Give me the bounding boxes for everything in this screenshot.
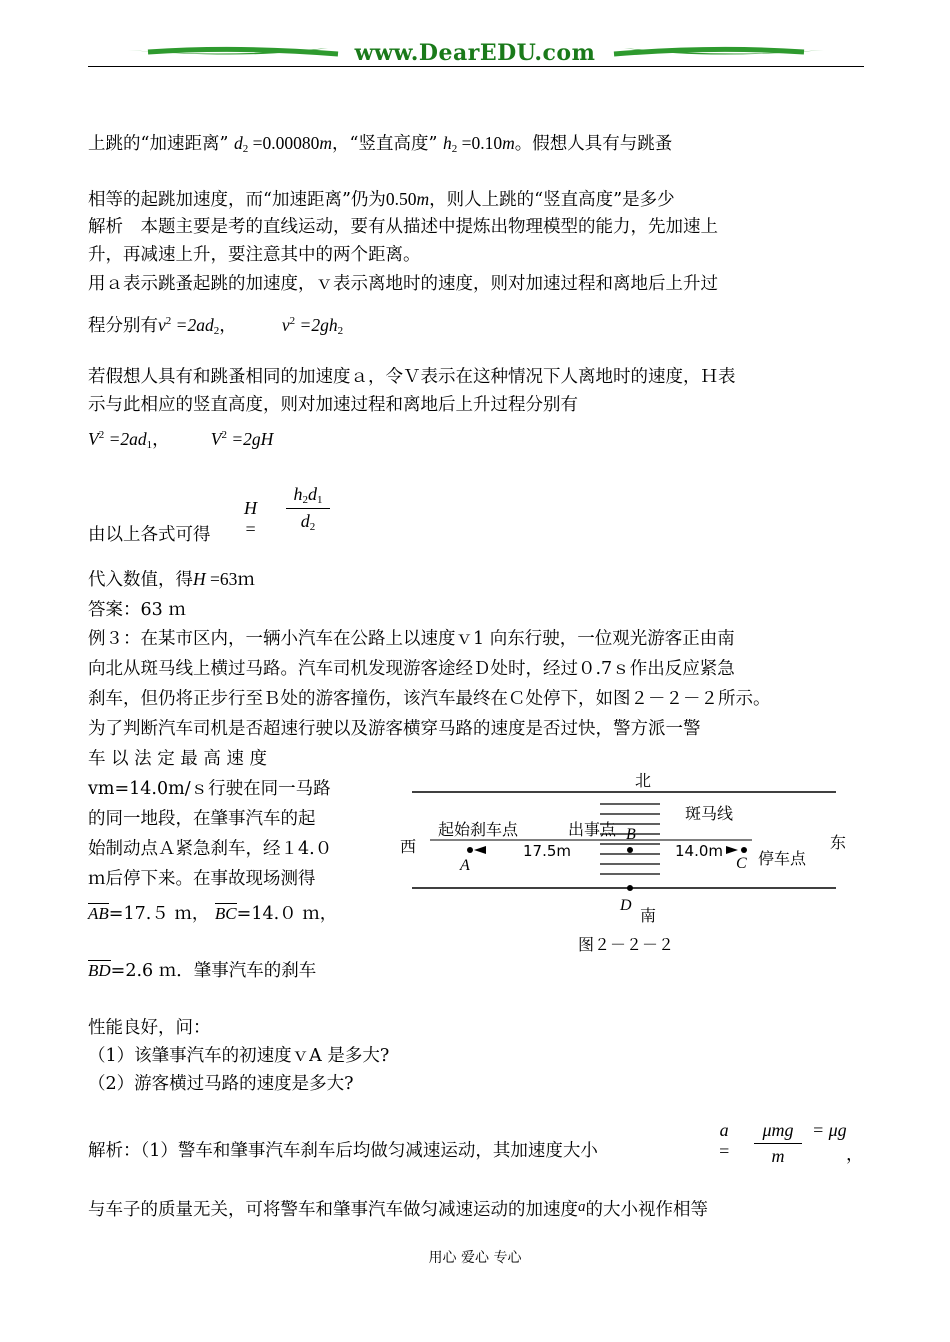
- text-line-3: 解析 本题主要是考的直线运动，要有从描述中提炼出物理模型的能力，先加速上: [88, 217, 718, 237]
- accident-figure: [390, 764, 860, 934]
- text-line-answer: 答案：63 ｍ: [88, 600, 186, 620]
- text-line-11: 代入数值，得H =63ｍ: [88, 569, 255, 590]
- text-line-28: 与车子的质量无关，可将警车和肇事汽车做匀减速运动的加速度a的大小视作相等: [88, 1199, 708, 1220]
- text-line-26: （2）游客横过马路的速度是多大?: [88, 1074, 354, 1094]
- text-line-1: 上跳的“加速距离” $d_2 =0.00080m$，“竖直高度” $h_2 =0.10m$。假想人具有与跳蚤: [88, 133, 673, 155]
- text-line-2: 相等的起跳加速度，而“加速距离”仍为0.50m，则人上跳的“竖直高度”是多少: [88, 189, 675, 210]
- label-start-brake: 起始刹车点: [438, 820, 519, 839]
- text-line-19: 的同一地段，在肇事汽车的起: [88, 809, 316, 829]
- label-south: 南: [640, 906, 657, 925]
- label-west: 西: [400, 837, 417, 856]
- header-site-name[interactable]: www.DearEDU.com: [354, 40, 596, 66]
- text-line-4: 升，再减速上升，要注意其中的两个距离。: [88, 245, 421, 265]
- text-line-5: 用ａ表示跳蚤起跳的加速度，ｖ表示离地时的速度，则对加速过程和离地后上升过: [88, 274, 718, 294]
- segment-bd: BD: [88, 961, 111, 980]
- text-line-27-end: ，: [846, 1145, 864, 1165]
- label-A: A: [460, 857, 470, 874]
- text-line-10: 由以上各式可得: [88, 525, 211, 545]
- label-ab-distance: 17.5m: [523, 842, 572, 860]
- text-line-25: （1）该肇事汽车的初速度ｖA 是多大?: [88, 1046, 390, 1066]
- text-line-18: vm=14.0m/ｓ行驶在同一马路: [88, 779, 331, 799]
- label-bc-distance: 14.0m: [675, 842, 724, 860]
- text-line-15: 刹车，但仍将正步行至Ｂ处的游客撞伤，该汽车最终在Ｃ处停下，如图２－２－２所示。: [88, 689, 771, 709]
- label-C: C: [736, 855, 747, 872]
- header-rule: [88, 66, 864, 67]
- label-B: B: [626, 826, 636, 843]
- text-line-20: 始制动点Ａ紧急刹车，经１4.０: [88, 839, 333, 859]
- segment-ab: AB: [88, 904, 109, 923]
- label-stop: 停车点: [758, 849, 807, 868]
- label-north: 北: [635, 771, 652, 790]
- label-east: 东: [830, 833, 847, 852]
- text-line-16: 为了判断汽车司机是否超速行驶以及游客横穿马路的速度是否过快，警方派一警: [88, 719, 701, 739]
- text-line-17: 车 以 法 定 最 高 速 度: [88, 749, 267, 769]
- text-line-13: 例３：在某市区内，一辆小汽车在公路上以速度ｖ1 向东行驶，一位观光游客正由南: [88, 629, 735, 649]
- label-D: D: [620, 897, 632, 914]
- text-line-6: 程分别有$v^2 =2ad_2$， $v^2 =2gh_2$: [88, 315, 344, 337]
- footer-motto: 用心 爱心 专心: [428, 1250, 522, 1266]
- text-line-9: $V^2 =2ad_1$， $V^2 =2gH$: [88, 429, 274, 451]
- text-line-27: 解析：（1）警车和肇事汽车刹车后均做匀减速运动，其加速度大小: [88, 1141, 598, 1161]
- text-line-7: 若假想人具有和跳蚤相同的加速度ａ，令Ｖ表示在这种情况下人离地时的速度，Ｈ表: [88, 367, 736, 387]
- label-zebra: 斑马线: [685, 804, 734, 823]
- text-line-22: AB=17.５ ｍ， BC=14.０ ｍ，: [88, 904, 338, 924]
- text-line-24: 性能良好，问：: [88, 1018, 211, 1038]
- text-line-21: ｍ后停下来。在事故现场测得: [88, 869, 316, 889]
- segment-bc: BC: [214, 904, 237, 923]
- figure-caption: 图２－２－２: [578, 935, 675, 954]
- text-line-23: BD=2.6 ｍ．肇事汽车的刹车: [88, 961, 317, 981]
- label-accident: 出事点: [568, 820, 617, 839]
- text-line-8: 示与此相应的竖直高度，则对加速过程和离地后上升过程分别有: [88, 395, 578, 415]
- text-line-14: 向北从斑马线上横过马路。汽车司机发现游客途经Ｄ处时，经过０.7ｓ作出反应紧急: [88, 659, 735, 679]
